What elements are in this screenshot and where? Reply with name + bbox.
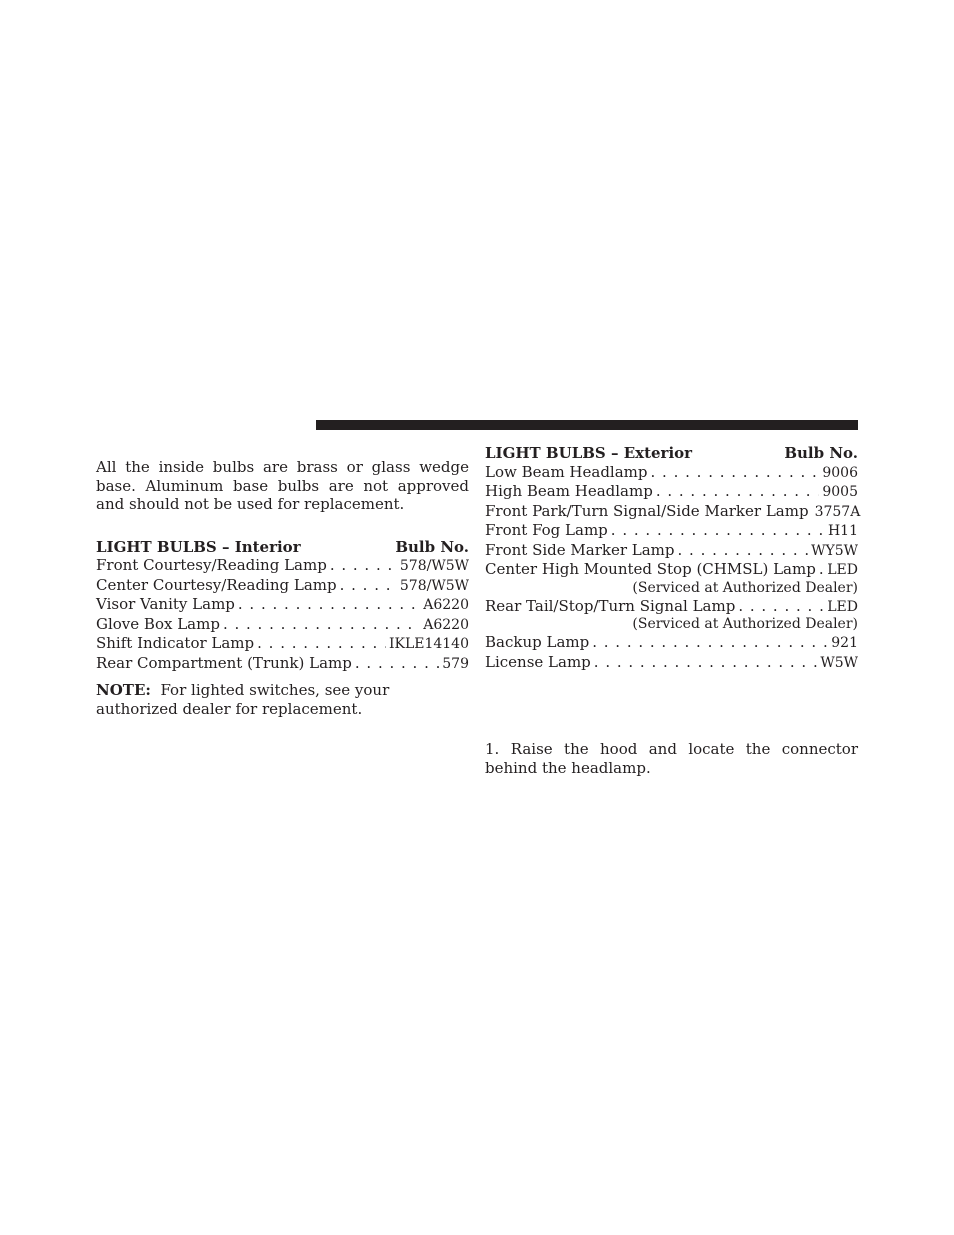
exterior-row: Front Side Marker Lamp . . . WY5W	[485, 541, 858, 561]
interior-heading: LIGHT BULBS – Interior	[96, 537, 301, 556]
interior-table-header	[96, 538, 469, 557]
exterior-row: Low Beam Headlamp . . . 9006	[485, 463, 858, 483]
exterior-row: Front Park/Turn Signal/Side Marker Lamp 3757A	[485, 501, 861, 520]
left-column	[96, 458, 469, 718]
service-note: (Serviced at Authorized Dealer)	[632, 579, 858, 596]
interior-row: Center Courtesy/Reading Lamp . . . 578/W5W	[96, 576, 469, 596]
exterior-row: Center High Mounted Stop (CHMSL) Lamp . . . LED	[485, 560, 858, 580]
note-label: NOTE:	[96, 681, 151, 699]
note-text: For lighted switches, see your authorized dealer for replacement.	[96, 681, 390, 718]
intro-paragraph: All the inside bulbs are brass or glass wedge base. Aluminum base bulbs are not approved and should not be used for replacement.	[96, 458, 469, 513]
exterior-row: Front Fog Lamp . . . H11	[485, 521, 858, 541]
exterior-heading: LIGHT BULBS – Exterior	[485, 444, 693, 462]
right-column	[485, 444, 861, 777]
interior-row: Front Courtesy/Reading Lamp . . . 578/W5W	[96, 556, 469, 576]
note-paragraph	[96, 681, 469, 718]
section-header-rule	[316, 420, 858, 430]
service-note: (Serviced at Authorized Dealer)	[632, 616, 858, 632]
exterior-bulb-list	[485, 462, 861, 673]
exterior-row: Rear Tail/Stop/Turn Signal Lamp . . . LED	[485, 597, 858, 617]
exterior-bulb-label: Bulb No.	[784, 444, 858, 462]
exterior-row: Backup Lamp . . . 921	[485, 633, 858, 653]
interior-bulb-label: Bulb No.	[395, 537, 469, 556]
exterior-row: High Beam Headlamp . . . 9005	[485, 482, 858, 502]
step-1-paragraph: 1. Raise the hood and locate the connector behind the headlamp.	[485, 740, 858, 777]
interior-bulb-list	[96, 556, 469, 673]
exterior-row: License Lamp . . . W5W	[485, 653, 858, 673]
exterior-table-header	[485, 444, 858, 463]
interior-row: Shift Indicator Lamp . . . IKLE14140	[96, 634, 469, 654]
interior-row: Visor Vanity Lamp . . . A6220	[96, 595, 469, 615]
interior-row: Rear Compartment (Trunk) Lamp . . . 579	[96, 654, 469, 674]
interior-row: Glove Box Lamp . . . A6220	[96, 615, 469, 635]
